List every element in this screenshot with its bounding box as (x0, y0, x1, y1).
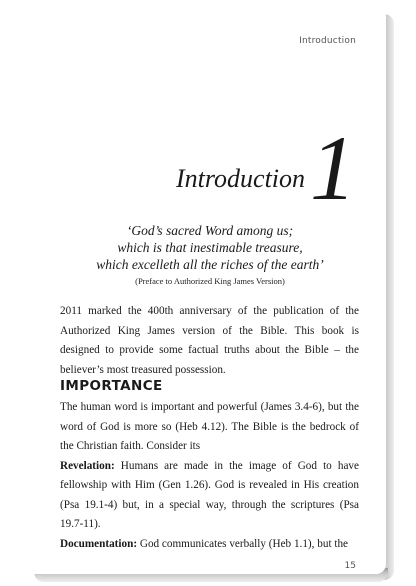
chapter-title: Introduction (176, 164, 306, 193)
section-body (60, 398, 359, 554)
epigraph-line: which is that inestimable treasure, (117, 240, 303, 255)
section-paragraph: The human word is important and powerful (James 3.4-6), but the word of God is more so (Heb 4.12). The Bible is the bedrock of the Christian faith. Consider its (60, 401, 359, 452)
intro-paragraph-text: 2011 marked the 400th anniversary of the publication of the Authorized King James version of the Bible. This book is designed to provide some factual truths about the Bible – the believer’s most treasured possession. (60, 305, 359, 376)
intro-paragraph (60, 302, 359, 380)
item-text: Humans are made in the image of God to have fellowship with Him (Gen 1.26). God is revealed in His creation (Psa 19.1-4) but, in a special way, through the scriptures (Psa 19.7-11). (60, 459, 359, 530)
epigraph-line: which excelleth all the riches of the earth’ (96, 257, 324, 272)
section-item (60, 457, 359, 535)
chapter-number: 1 (310, 117, 356, 219)
book-page (24, 6, 386, 574)
item-term: Documentation: (60, 537, 138, 550)
item-term: Revelation: (60, 459, 115, 472)
epigraph-line: ‘God’s sacred Word among us; (126, 223, 294, 238)
epigraph-quote (60, 222, 360, 273)
section-item (60, 535, 359, 555)
page-number: 15 (344, 561, 356, 571)
item-text: God communicates verbally (Heb 1.1), but the (139, 537, 349, 550)
running-head: Introduction (299, 36, 356, 46)
epigraph-source: (Preface to Authorized King James Version) (135, 276, 285, 286)
section-heading: IMPORTANCE (60, 378, 163, 394)
